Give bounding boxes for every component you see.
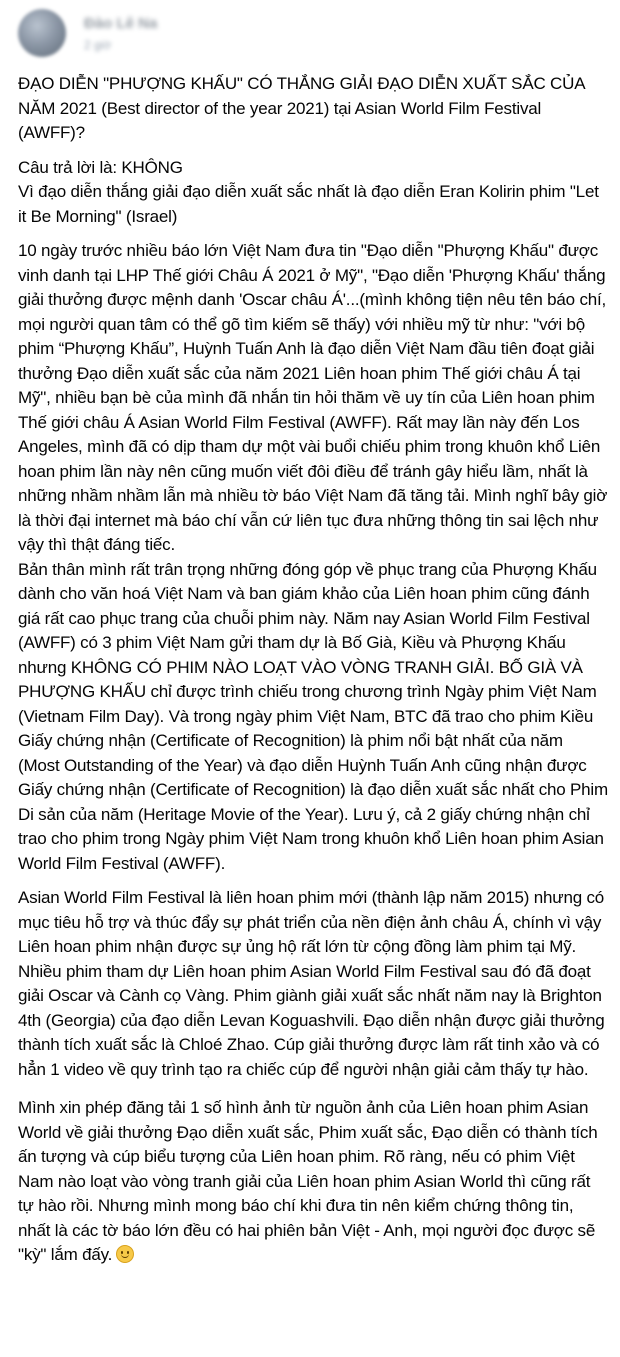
festival-detail-paragraph: Bản thân mình rất trân trọng những đóng góp về phục trang của Phượng Khấu dành cho văn hoá Việt Nam và ban giám khảo của Liên hoan phim cũng đánh giá rất cao phục trang của chuỗi phim này. Năm nay Asian World Film Festival (AWFF) có 3 phim Việt Nam gửi tham dự là Bố Già, Kiều và Phượng Khấu nhưng KHÔNG CÓ PHIM NÀO LOẠT VÀO VÒNG TRANH GIẢI. BỐ GIÀ VÀ PHƯỢNG KHẤU chỉ được trình chiếu trong chương trình Ngày phim Việt Nam (Vietnam Film Day). Và trong ngày phim Việt Nam, BTC đã trao cho phim Kiều Giấy chứng nhận (Certificate of Recognition) là phim nổi bật nhất của năm (Most Outstanding of the Year) và đạo diễn Huỳnh Tuấn Anh cũng nhận được Giấy chứng nhận (Certificate of Recognition) là đạo diễn xuất sắc nhất cho Phim Di sản của năm (Heritage Movie of the Year). Lưu ý, cả 2 giấy chứng nhận chỉ trao cho phim trong Ngày phim Việt Nam trong khuôn khổ Liên hoan phim Asian World Film Festival (AWFF). [18, 559, 608, 873]
author-name[interactable]: Đào Lê Na [84, 14, 158, 32]
post-header [18, 8, 157, 58]
post-meta [84, 15, 157, 52]
festival-info-paragraph: Asian World Film Festival là liên hoan phim mới (thành lập năm 2015) nhưng có mục tiêu hỗ trợ và thúc đẩy sự phát triển của nền điện ảnh châu Á, chính vì vậy Liên hoan phim nhận được sự ủng hộ rất lớn từ cộng đồng làm phim tại Mỹ. Nhiều phim tham dự Liên hoan phim Asian World Film Festival sau đó đã đoạt giải Oscar và Cành cọ Vàng. Phim giành giải xuất sắc nhất năm nay là Brighton 4th (Georgia) của đạo diễn Levan Koguashvili. Đạo diễn nhận được giải thưởng thành tích xuất sắc là Chloé Zhao. Cúp giải thưởng được làm rất tinh xảo và có hẳn 1 video về quy trình tạo ra chiếc cúp để người nhận giải cảm thấy tự hào. [18, 888, 605, 1079]
post-timestamp[interactable]: 2 giờ [84, 37, 112, 52]
smile-emoji-icon [116, 1245, 134, 1263]
answer-paragraph: Câu trả lời là: KHÔNG Vì đạo diễn thắng giải đạo diễn xuất sắc nhất là đạo diễn Eran Kolirin phim "Let it Be Morning" (Israel) [18, 157, 599, 226]
post-headline: ĐẠO DIỄN "PHƯỢNG KHẤU" CÓ THẮNG GIẢI ĐẠO DIỄN XUẤT SẮC CỦA NĂM 2021 (Best director of the year 2021) tại Asian World Film Festival (AWFF)? [18, 74, 585, 142]
news-paragraph: 10 ngày trước nhiều báo lớn Việt Nam đưa tin "Đạo diễn "Phượng Khấu" được vinh danh tại LHP Thế giới Châu Á 2021 ở Mỹ", "Đạo diễn 'Phượng Khấu' thắng giải thưởng được mệnh danh 'Oscar châu Á'...(mình không tiện nêu tên báo chí, mọi người quan tâm có thể gõ tìm kiếm sẽ thấy) với nhiều mỹ từ như: "với bộ phim “Phượng Khấu”, Huỳnh Tuấn Anh là đạo diễn Việt Nam đầu tiên đoạt giải thưởng Đạo diễn xuất sắc của năm 2021 Liên hoan phim Thế giới châu Á tại Mỹ", nhiều bạn bè của mình đã nhắn tin hỏi thăm về uy tín của Liên hoan phim Thế giới châu Á Asian World Film Festival (AWFF). Rất may lần này đến Los Angeles, mình đã có dịp tham dự một vài buổi chiếu phim trong khuôn khổ Liên hoan phim lần này nên cũng muốn viết đôi điều để tránh gây hiểu lầm, nhất là những nhầm nhầm lẫn mà nhiều tờ báo Việt Nam đã tăng tải. Mình nghĩ bây giờ là thời đại internet mà báo chí vẫn cứ liên tục đưa những thông tin sai lệch như vậy thì thật đáng tiếc. [18, 241, 608, 554]
author-avatar[interactable] [18, 9, 66, 57]
closing-text: Mình xin phép đăng tải 1 số hình ảnh từ nguồn ảnh của Liên hoan phim Asian World về giải thưởng Đạo diễn xuất sắc, Phim xuất sắc, Đạo diễn có thành tích ấn tượng và cúp biểu tượng của Liên hoan phim. Rõ ràng, nếu có phim Việt Nam nào loạt vào vòng tranh giải của Liên hoan phim Asian World thì cũng rất tự hào rồi. Nhưng mình mong báo chí khi đưa tin nên kiểm chứng thông tin, nhất là các tờ báo lớn đều có hai phiên bản Việt - Anh, mọi người đọc được sẽ "kỳ" lắm đấy. [18, 1098, 598, 1264]
post-body [18, 72, 608, 1278]
closing-paragraph [18, 1096, 608, 1268]
